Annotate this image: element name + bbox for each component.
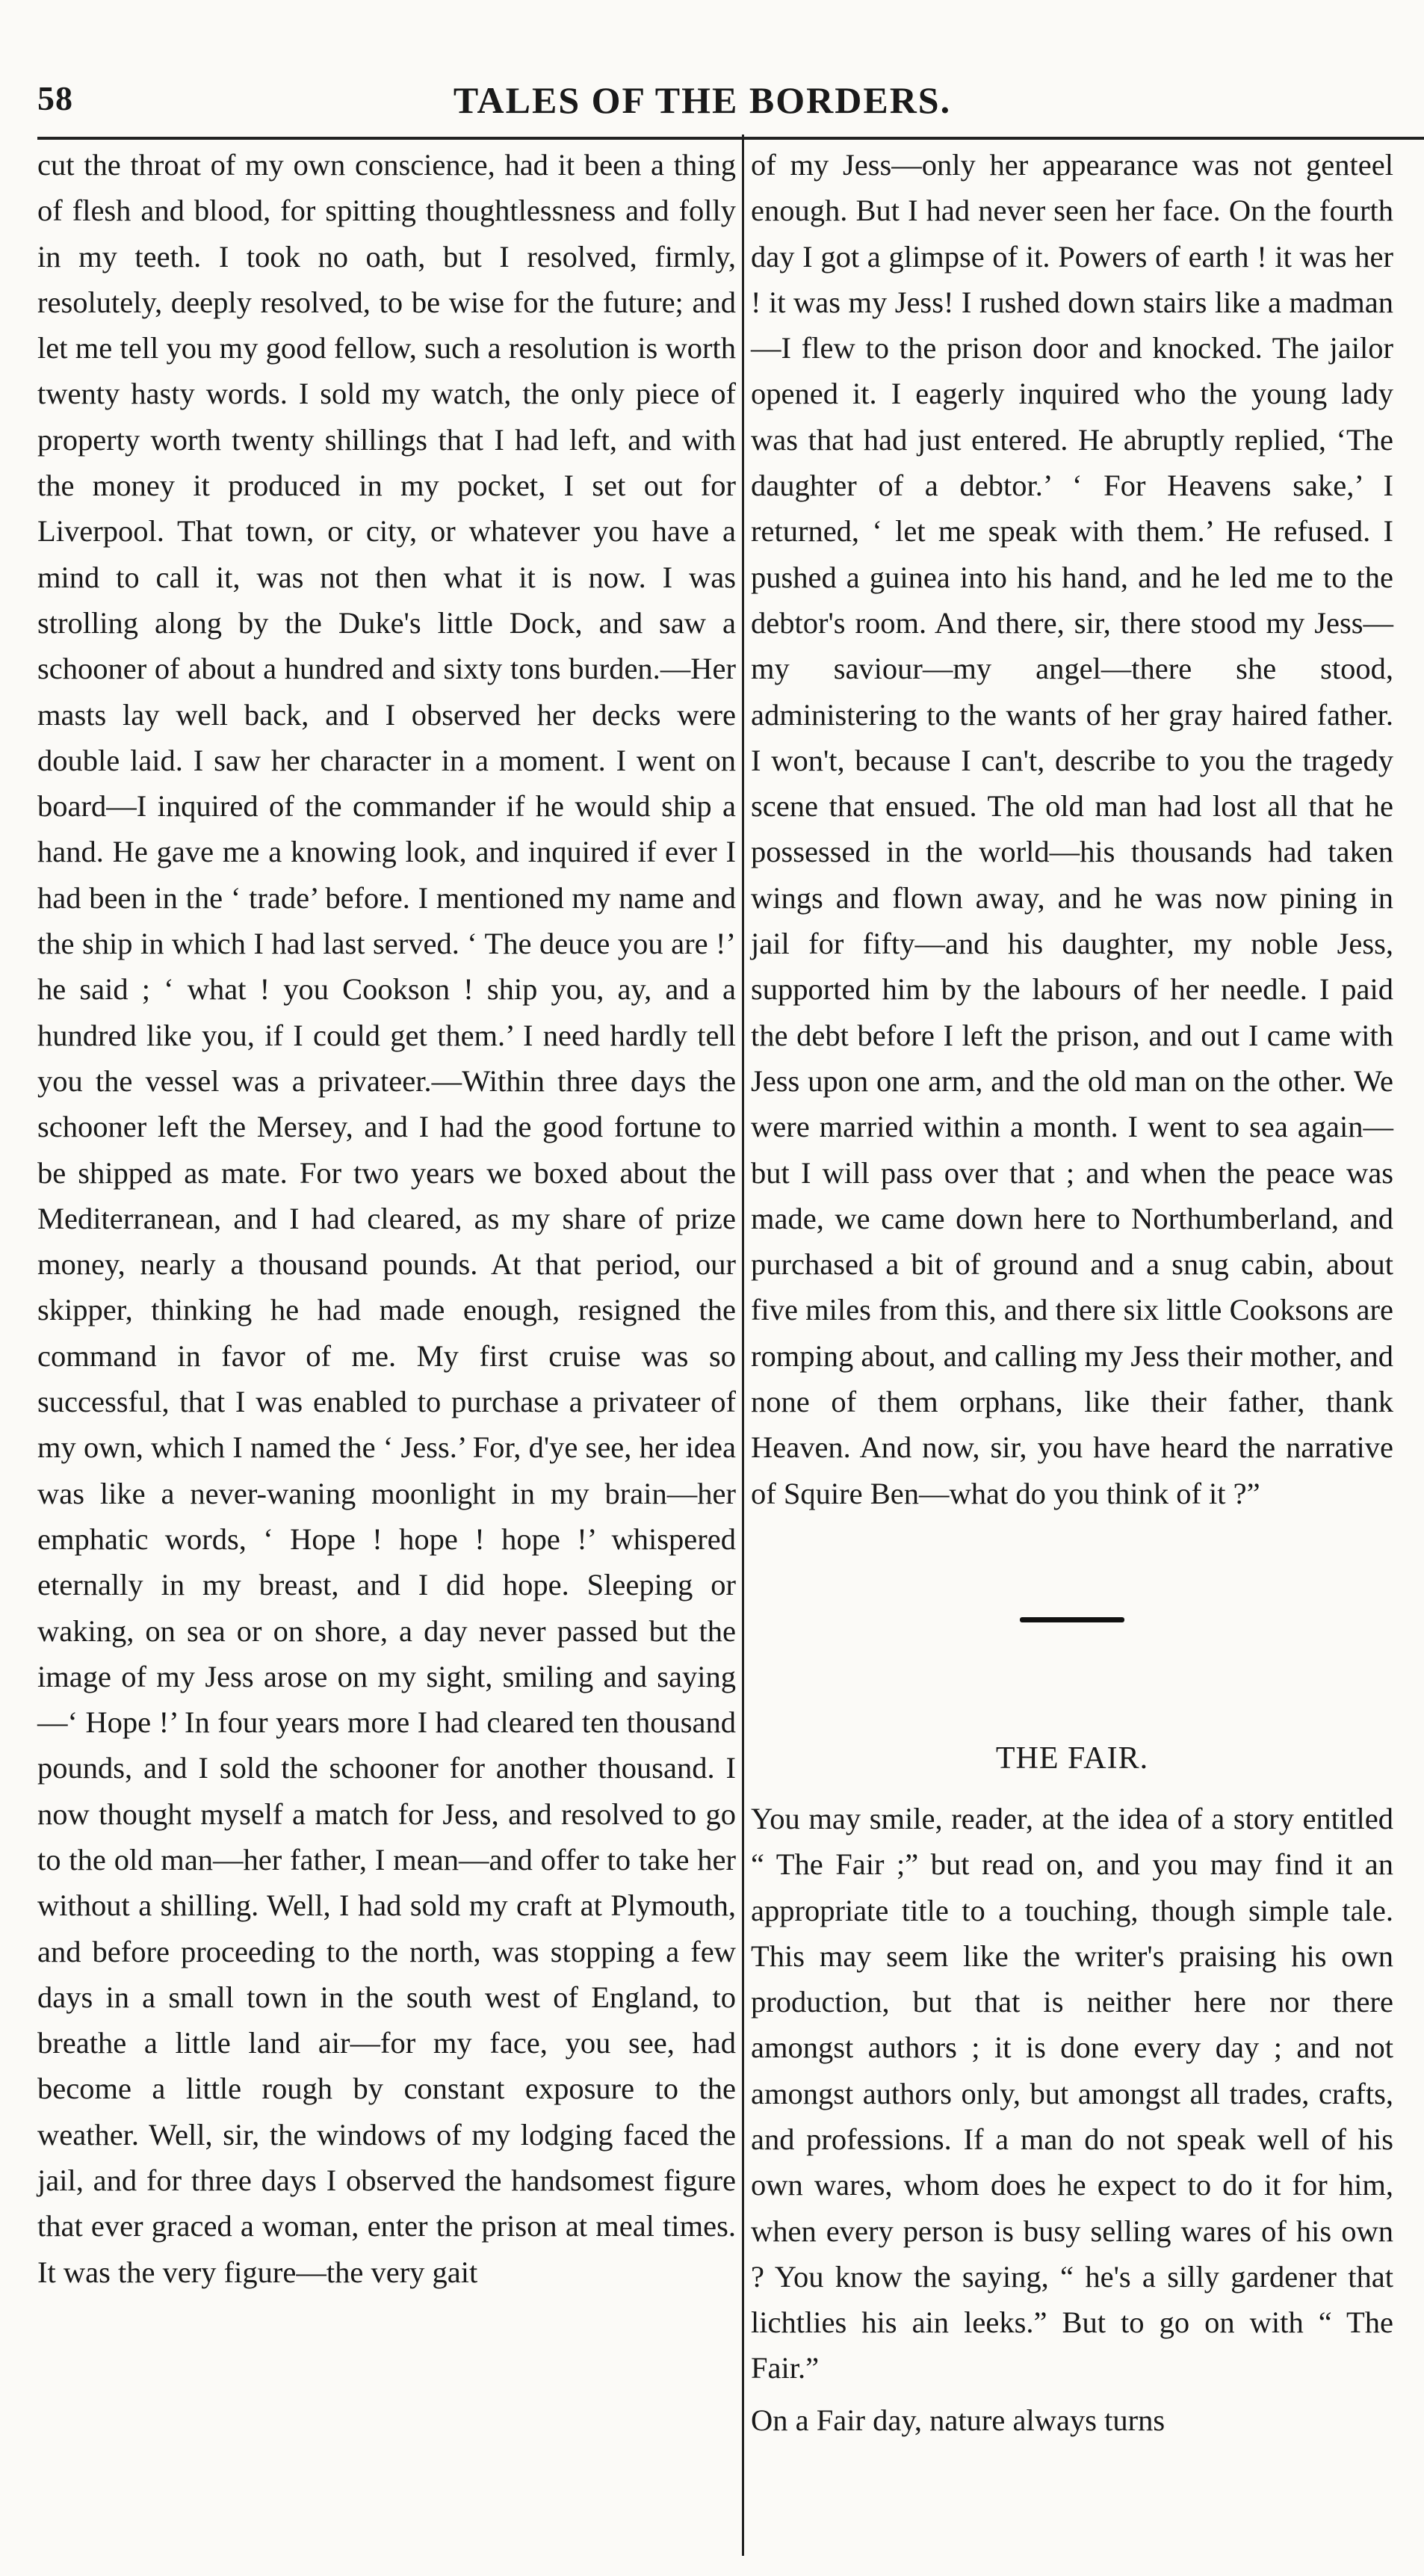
story-next-paragraph: On a Fair day, nature always turns — [751, 2403, 1165, 2437]
left-column — [37, 142, 736, 2295]
story-intro-paragraph: You may smile, reader, at the idea of a story entitled “ The Fair ;” but read on, and you may find it an appropriate title to a touching, though simple tale. This may seem like the writer's praising his own production, but that is neither here nor there amongst authors ; it is done every day ; and not amongst authors only, but amongst all trades, crafts, and professions. If a man do not speak well of his own wares, whom does he expect to do it for him, when every person is busy selling wares of his own ? You know the saying, “ he's a silly gardener that lichtlies his ain leeks.” But to go on with “ The Fair.” — [751, 1801, 1393, 2385]
story-title: THE FAIR. — [995, 1741, 1149, 1776]
right-column — [751, 142, 1393, 2443]
section-ornament-rule — [1020, 1617, 1124, 1622]
page-header — [37, 78, 1367, 146]
column-divider — [742, 135, 744, 2556]
header-rule — [37, 137, 1424, 140]
page-number: 58 — [37, 79, 73, 117]
running-head: TALES OF THE BORDERS. — [453, 79, 952, 121]
left-column-text: cut the throat of my own conscience, had it been a thing of flesh and blood, for spitting thoughtlessness and folly in my teeth. I took no oath, but I resolved, firmly, resolutely, deeply resolved, to be wise for the future; and let me tell you my good fellow, such a resolution is worth twenty hasty words. I sold my watch, the only piece of property worth twenty shillings that I had left, and with the money it produced in my pocket, I set out for Liverpool. That town, or city, or whatever you have a mind to call it, was not then what it is now. I was strolling along by the Duke's little Dock, and saw a schooner of about a hundred and sixty tons burden.—Her masts lay well back, and I observed her decks were double laid. I saw her character in a moment. I went on board—I inquired of the commander if he would ship a hand. He gave me a knowing look, and inquired if ever I had been in the ‘ trade’ before. I mentioned my name and the ship in which I had last served. ‘ The deuce you are !’ he said ; ‘ what ! you Cookson ! ship you, ay, and a hundred like you, if I could get them.’ I need hardly tell you the vessel was a privateer.—Within three days the schooner left the Mersey, and I had the good fortune to be shipped as mate. For two years we boxed about the Mediterranean, and I had cleared, as my share of prize money, nearly a thousand pounds. At that period, our skipper, thinking he had made enough, resigned the command in favor of me. My first cruise was so successful, that I was enabled to purchase a privateer of my own, which I named the ‘ Jess.’ For, d'ye see, her idea was like a never-waning moonlight in my brain—her emphatic words, ‘ Hope ! hope ! hope !’ whispered eternally in my breast, and I did hope. Sleeping or waking, on sea or on shore, a day never passed but the image of my Jess arose on my sight, smiling and saying—‘ Hope !’ In four years more I had cleared ten thousand pounds, and I sold the schooner for another thousand. I now thought myself a match for Jess, and resolved to go to the old man—her father, I mean—and offer to take her without a shilling. Well, I had sold my craft at Plymouth, and before proceeding to the north, was stopping a few days in a small town in the south west of England, to breathe a little land air—for my face, you see, had become a little rough by constant exposure to the weather. Well, sir, the windows of my lodging faced the jail, and for three days I observed the handsomest figure that ever graced a woman, enter the prison at meal times. It was the very figure—the very gait — [37, 148, 736, 2289]
narrative-continuation: of my Jess—only her appearance was not genteel enough. But I had never seen her face. On the fourth day I got a glimpse of it. Powers of earth ! it was her ! it was my Jess! I rushed down stairs like a madman—I flew to the prison door and knocked. The jailor opened it. I eagerly inquired who the young lady was that had just entered. He abruptly replied, ‘The daughter of a debtor.’ ‘ For Heavens sake,’ I returned, ‘ let me speak with them.’ He refused. I pushed a guinea into his hand, and he led me to the debtor's room. And there, sir, there stood my Jess—my saviour—my angel—there she stood, administering to the wants of her gray haired father. I won't, because I can't, describe to you the tragedy scene that ensued. The old man had lost all that he possessed in the world—his thousands had taken wings and flown away, and he was now pining in jail for fifty—and his daughter, my noble Jess, supported him by the labours of her needle. I paid the debt before I left the prison, and out I came with Jess upon one arm, and the old man on the other. We were married within a month. I went to sea again—but I will pass over that ; and when the peace was made, we came down here to Northumberland, and purchased a bit of ground and a snug cabin, about five miles from this, and there six little Cooksons are romping about, and calling my Jess their mother, and none of them orphans, like their father, thank Heaven. And now, sir, you have heard the narrative of Squire Ben—what do you think of it ?” — [751, 148, 1393, 1510]
